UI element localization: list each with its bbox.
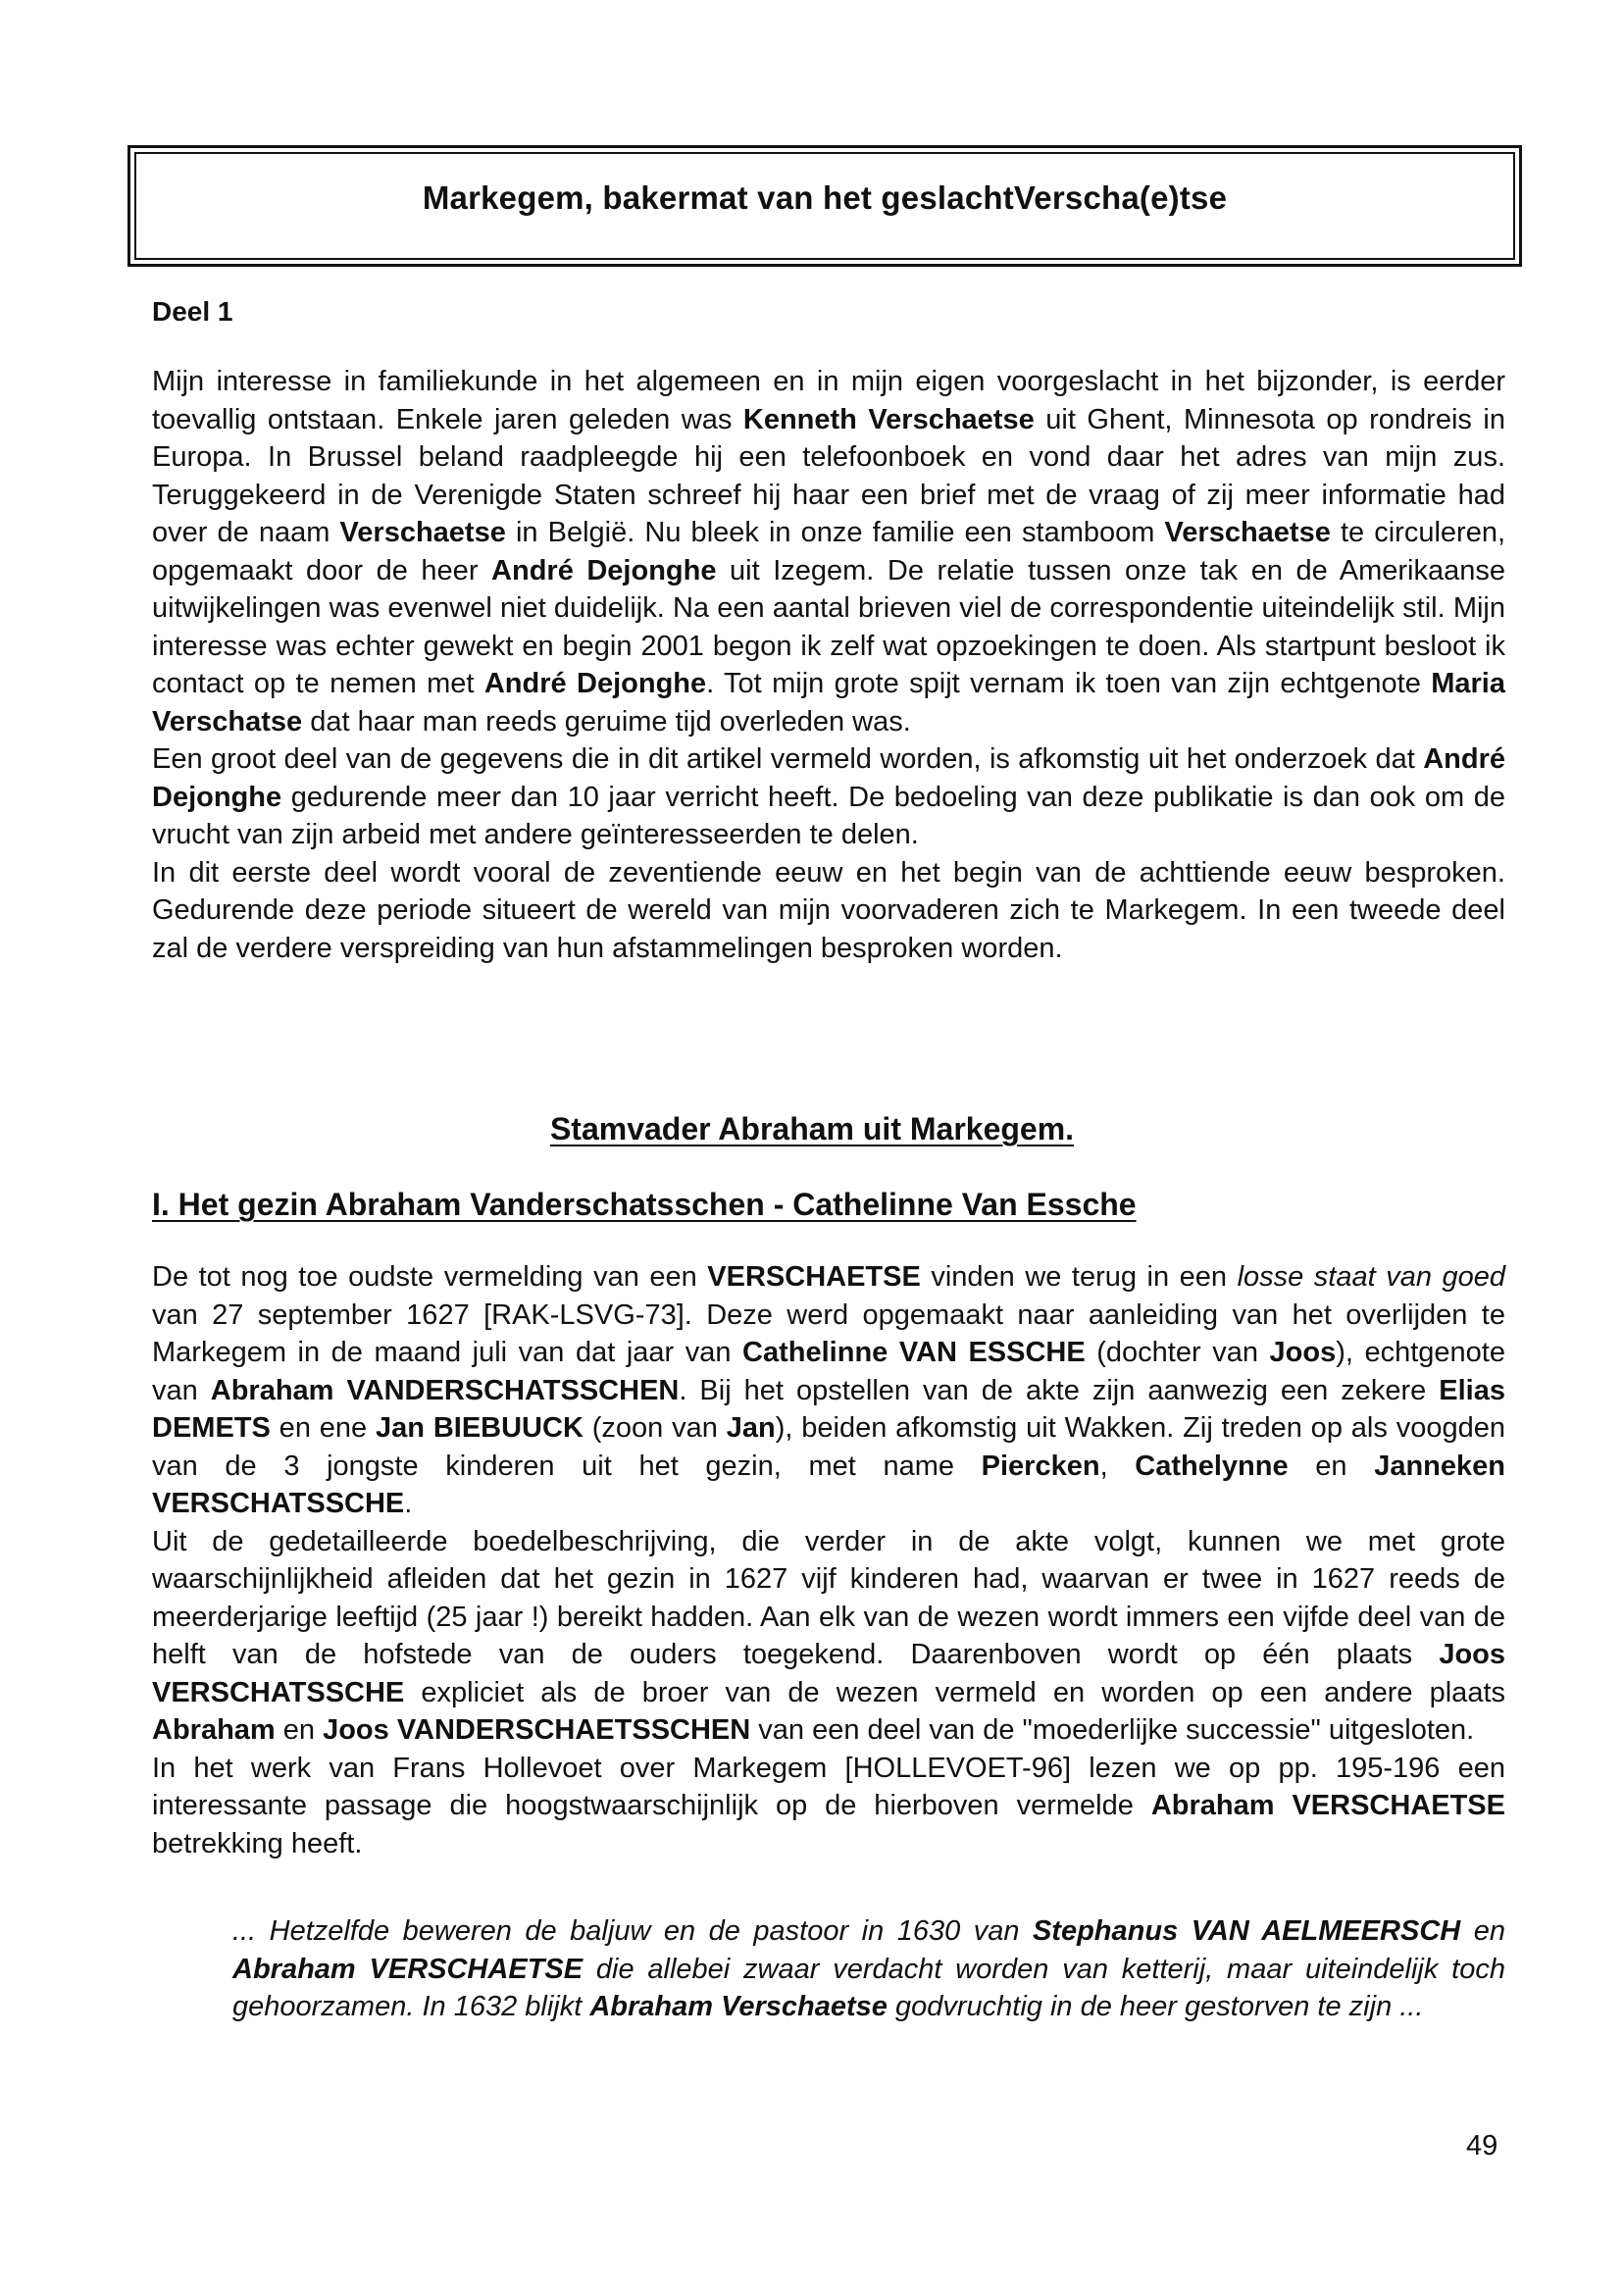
text-run: die allebei zwaar verdacht worden van ketterij, maar uiteindelijk toch gehoorzamen. In 1632 blijkt <box>232 1953 1505 2022</box>
text-run: te circuleren, opgemaakt door de heer <box>152 517 1506 586</box>
text-run: ), echtgenote van <box>152 1337 1505 1406</box>
text-run: (dochter van <box>1085 1337 1270 1368</box>
italic-run: losse staat van goed <box>1237 1261 1505 1293</box>
paragraph <box>152 854 1505 968</box>
bold-run: Abraham VANDERSCHATSSCHEN <box>210 1374 680 1406</box>
text-run: Een groot deel van de gegevens die in dit artikel vermeld worden, is afkomstig uit het onderzoek dat <box>152 743 1424 775</box>
bold-run: Jan BIEBUUCK <box>376 1412 584 1444</box>
text-run: uit Izegem. De relatie tussen onze tak en de Amerikaanse uitwijkelingen was evenwel niet duidelijk. Na een aantal brieven viel de correspondentie uiteindelijk stil. Mijn interesse was echter gewekt en begin 2001 begon ik zelf wat opzoekingen te doen. Als startpunt besloot ik contact op te nemen met <box>152 554 1505 699</box>
text-run: In dit eerste deel wordt vooral de zeventiende eeuw en het begin van de achttiende eeuw besproken. Gedurende deze periode situeert de wereld van mijn voorvaderen zich te Markegem. In een tweede deel zal de verdere verspreiding van hun afstammelingen besproken worden. <box>152 856 1505 964</box>
text-run: , <box>1099 1450 1136 1482</box>
text-run: expliciet als de broer van de wezen vermeld en worden op een andere plaats <box>404 1676 1505 1708</box>
bold-run: Abraham Verschaetse <box>589 1991 888 2022</box>
bold-run: Verschaetse <box>339 517 506 548</box>
text-run: en <box>1288 1450 1375 1482</box>
bold-run: Cathelynne <box>1135 1450 1289 1482</box>
quote-passage <box>232 1912 1505 2026</box>
bold-run: André Dejonghe <box>491 554 717 586</box>
text-run: gedurende meer dan 10 jaar verricht heeft. De bedoeling van deze publikatie is dan ook om de vrucht van zijn arbeid met andere geïnteresseerden te delen. <box>152 781 1505 850</box>
text-run: De tot nog toe oudste vermelding van een <box>152 1261 708 1293</box>
bold-run: Joos VERSCHATSSCHE <box>152 1639 1505 1708</box>
intro-text <box>152 363 1505 967</box>
part-label: Deel 1 <box>152 296 233 327</box>
bold-run: Abraham VERSCHAETSE <box>1150 1790 1505 1821</box>
text-run: . Tot mijn grote spijt vernam ik toen van zijn echtgenote <box>706 668 1432 699</box>
bold-run: VERSCHAETSE <box>707 1261 921 1293</box>
paragraph <box>152 1523 1505 1750</box>
bold-run: Piercken <box>981 1450 1100 1482</box>
article-title: Markegem, bakermat van het geslachtVerscha(e)tse <box>422 179 1228 216</box>
text-run: van een deel van de "moederlijke successie" uitgesloten. <box>750 1714 1475 1746</box>
text-run: godvruchtig in de heer gestorven te zijn ... <box>887 1991 1424 2022</box>
heading-gezin: I. Het gezin Abraham Vanderschatsschen - Cathelinne Van Essche <box>152 1187 1137 1222</box>
title-box <box>127 145 1522 267</box>
bold-run: Joos <box>1269 1337 1337 1368</box>
paragraph <box>152 363 1505 740</box>
bold-run: Jan <box>726 1412 776 1444</box>
bold-run: Joos VANDERSCHAETSSCHEN <box>323 1714 751 1746</box>
text-run: vinden we terug in een <box>920 1261 1238 1293</box>
text-run: In het werk van Frans Hollevoet over Markegem [HOLLEVOET-96] lezen we op pp. 195-196 een interessante passage die hoogstwaarschijnlijk op de hierboven vermelde <box>152 1752 1505 1821</box>
text-run: ), beiden afkomstig uit Wakken. Zij treden op als voogden van de 3 jongste kinderen uit het gezin, met name <box>152 1412 1505 1482</box>
text-run: in België. Nu bleek in onze familie een stamboom <box>505 517 1165 548</box>
bold-run: Kenneth Verschaetse <box>742 403 1035 435</box>
paragraph <box>152 1258 1505 1523</box>
paragraph <box>152 740 1505 854</box>
bold-run: Janneken VERSCHATSSCHE <box>152 1450 1505 1519</box>
text-run: uit Ghent, Minnesota op rondreis in Europa. In Brussel beland raadpleegde hij een telefoonboek en vond daar het adres van mijn zus. Teruggekeerd in de Verenigde Staten schreef hij haar een brief met de vraag of zij meer informatie had over de naam <box>152 403 1506 548</box>
bold-run: Abraham VERSCHAETSE <box>232 1953 584 1985</box>
text-run: . <box>404 1488 413 1519</box>
bold-run: André Dejonghe <box>152 743 1505 813</box>
text-run: van 27 september 1627 [RAK-LSVG-73]. Deze werd opgemaakt naar aanleiding van het overlijden te Markegem in de maand juli van dat jaar van <box>152 1298 1505 1368</box>
text-run: en <box>275 1714 324 1746</box>
text-run: . Bij het opstellen van de akte zijn aanwezig een zekere <box>679 1374 1440 1406</box>
bold-run: André Dejonghe <box>483 668 707 699</box>
heading-stamvader: Stamvader Abraham uit Markegem. <box>549 1111 1075 1146</box>
bold-run: Elias DEMETS <box>152 1374 1505 1444</box>
text-run: betrekking heeft. <box>152 1827 363 1859</box>
page-number: 49 <box>1466 2130 1498 2162</box>
text-run: Mijn interesse in familiekunde in het algemeen en in mijn eigen voorgeslacht in het bijzonder, is eerder toevallig ontstaan. Enkele jaren geleden was <box>152 366 1505 435</box>
bold-run: Maria Verschatse <box>152 668 1505 738</box>
bold-run: Abraham <box>152 1714 276 1746</box>
text-run: en <box>1460 1915 1505 1947</box>
text-run: (zoon van <box>583 1412 727 1444</box>
bold-run: Cathelinne VAN ESSCHE <box>742 1337 1086 1368</box>
text-run: en ene <box>270 1412 377 1444</box>
text-run: Uit de gedetailleerde boedelbeschrijving, die verder in de akte volgt, kunnen we met grote waarschijnlijkheid afleiden dat het gezin in 1627 vijf kinderen had, waarvan er twee in 1627 reeds de meerderjarige leeftijd (25 jaar !) bereikt hadden. Aan elk van de wezen wordt immers een vijfde deel van de helft van de hofstede van de ouders toegekend. Daarenboven wordt op één plaats <box>152 1525 1505 1670</box>
paragraph <box>152 1750 1505 1863</box>
bold-run: Stephanus VAN AELMEERSCH <box>1032 1915 1461 1947</box>
text-run: ... Hetzelfde beweren de baljuw en de pastoor in 1630 van <box>232 1915 1033 1947</box>
bold-run: Verschaetse <box>1164 517 1331 548</box>
section1-text <box>152 1258 1505 1862</box>
text-run: dat haar man reeds geruime tijd overleden was. <box>302 705 911 738</box>
